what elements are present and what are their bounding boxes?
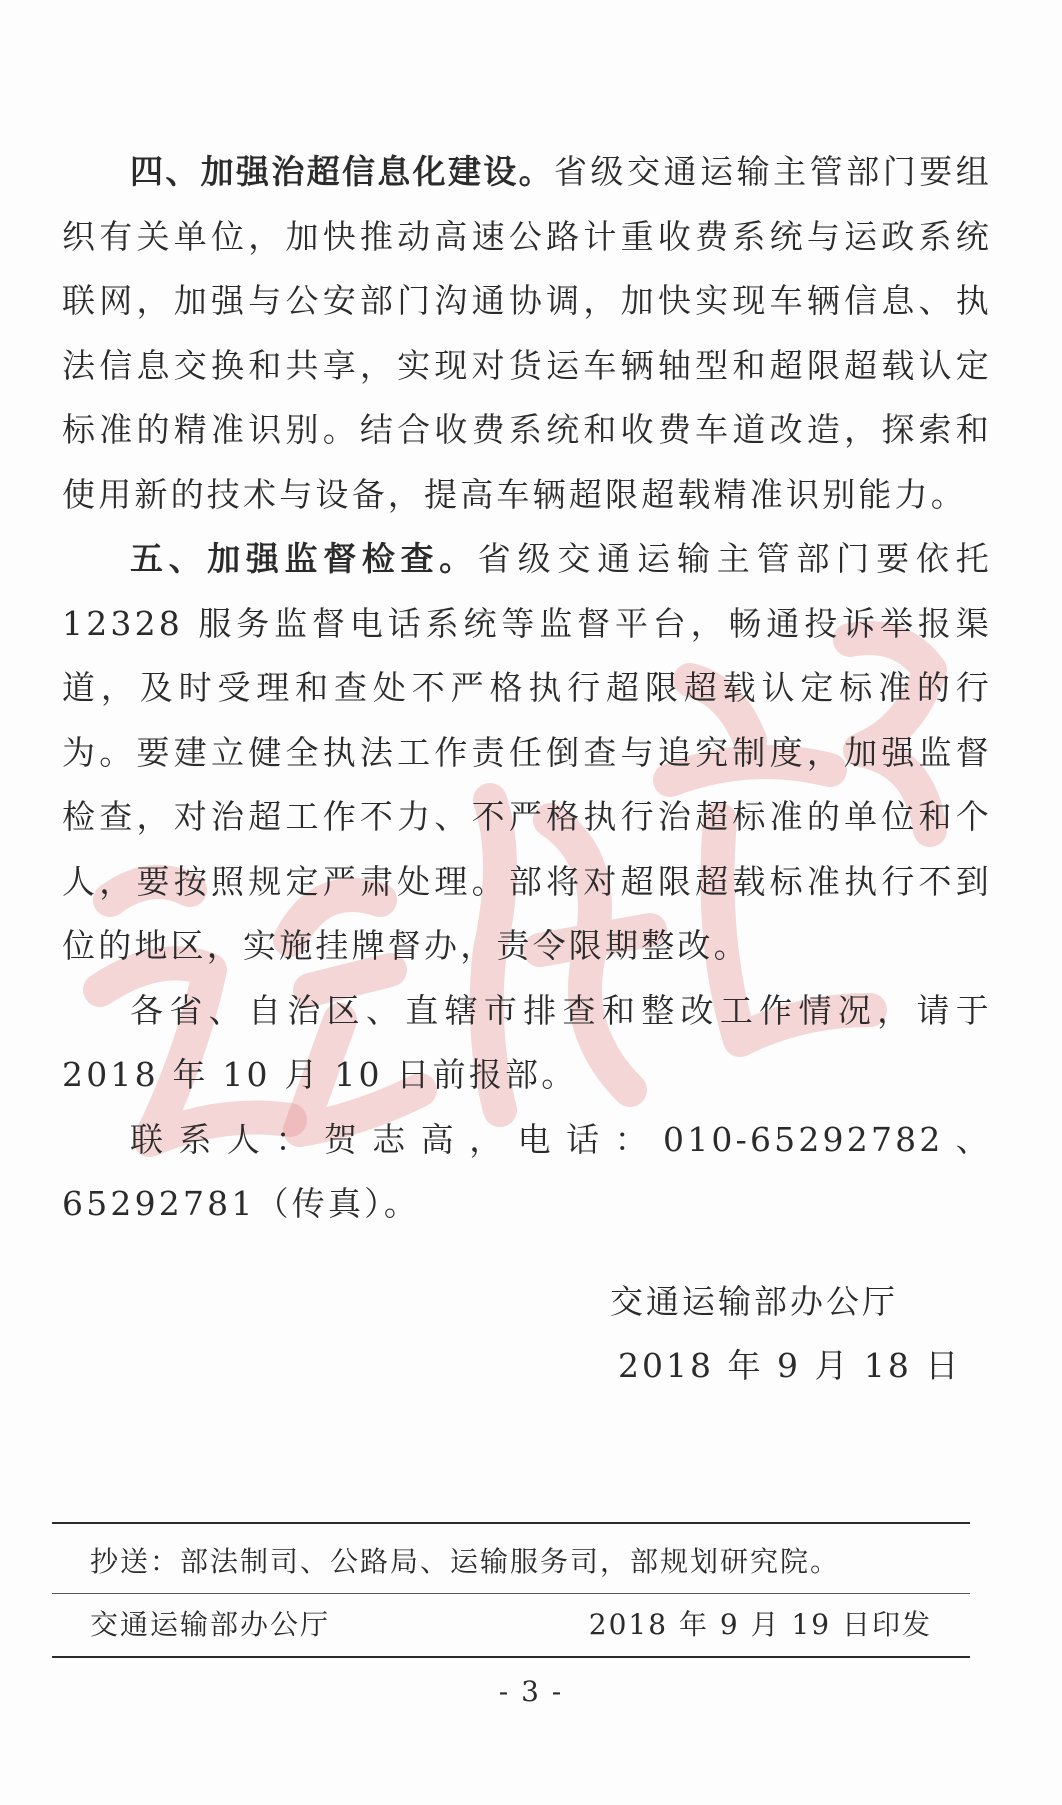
paragraph-body: 各省、自治区、直辖市排查和整改工作情况，请于 2018 年 10 月 10 日前报部。 [62, 990, 992, 1094]
issuer-organization: 交通运输部办公厅 [90, 1608, 331, 1641]
paragraph-informatization [62, 140, 992, 527]
footer-divider-top [52, 1522, 970, 1524]
signature-date: 2018 年 9 月 18 日 [618, 1346, 962, 1385]
paragraph-body: 省级交通运输主管部门要依托 12328 服务监督电话系统等监督平台，畅通投诉举报渠道，及时受理和查处不严格执行超限超载认定标准的行为。要建立健全执法工作责任倒查与追究制度，加强监督检查，对治超工作不力、不严格执行治超标准的单位和个人，要按照规定严肃处理。部将对超限超载标准执行不到位的地区，实施挂牌督办，责令限期整改。 [62, 539, 993, 965]
paragraph-body: 省级交通运输主管部门要组织有关单位，加快推动高速公路计重收费系统与运政系统联网，加强与公安部门沟通协调，加快实现车辆信息、执法信息交换和共享，实现对货运车辆轴型和超限超载认定标准的精准识别。结合收费系统和收费车道改造，探索和使用新的技术与设备，提高车辆超限超载精准识别能力。 [62, 152, 993, 514]
paragraph-contact [62, 1108, 992, 1237]
issue-date: 2018 年 9 月 19 日印发 [588, 1608, 932, 1641]
cc-list: 抄送：部法制司、公路局、运输服务司，部规划研究院。 [90, 1545, 841, 1578]
paragraph-heading: 五、加强监督检查。 [130, 539, 478, 578]
paragraph-report-deadline [62, 979, 992, 1108]
footer-divider-bottom [52, 1656, 970, 1658]
signature-organization: 交通运输部办公厅 [610, 1282, 898, 1321]
page-number: - 3 - [498, 1675, 564, 1708]
paragraph-body: 联系人：贺志高，电话：010-65292782、65292781（传真）。 [62, 1119, 992, 1223]
footer-divider-middle [52, 1593, 970, 1594]
body-text [62, 140, 992, 1237]
paragraph-supervision [62, 527, 992, 979]
paragraph-heading: 四、加强治超信息化建设。 [130, 152, 554, 191]
